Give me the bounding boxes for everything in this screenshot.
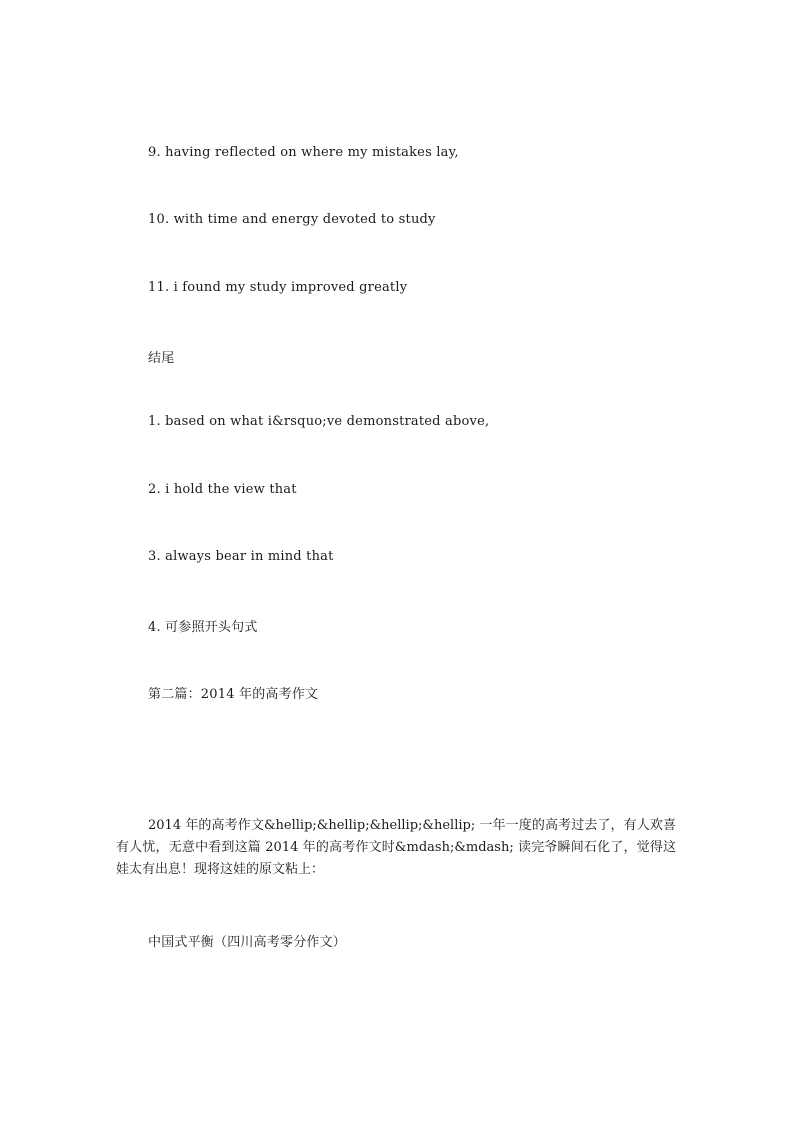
phrase-item-9: 9. having reflected on where my mistakes lay, xyxy=(148,145,459,160)
phrase-item-10: 10. with time and energy devoted to study xyxy=(148,212,436,227)
intro-paragraph: 2014 年的高考作文&hellip;&hellip;&hellip;&hellip; 一年一度的高考过去了，有人欢喜有人忧，无意中看到这篇 2014 年的高考作文时&mdash;&mdash; 读完爷瞬间石化了，觉得这娃太有出息！现将这娃的原文粘上： xyxy=(116,818,676,877)
section-title: 第二篇：2014 年的高考作文 xyxy=(148,687,319,702)
essay-title: 中国式平衡（四川高考零分作文） xyxy=(148,935,347,950)
ending-item-1: 1. based on what i&rsquo;ve demonstrated above, xyxy=(148,414,490,429)
phrase-item-11: 11. i found my study improved greatly xyxy=(148,280,408,295)
ending-item-3: 3. always bear in mind that xyxy=(148,549,334,564)
ending-item-2: 2. i hold the view that xyxy=(148,482,297,497)
ending-item-4: 4. 可参照开头句式 xyxy=(148,620,258,635)
ending-heading: 结尾 xyxy=(148,351,175,366)
